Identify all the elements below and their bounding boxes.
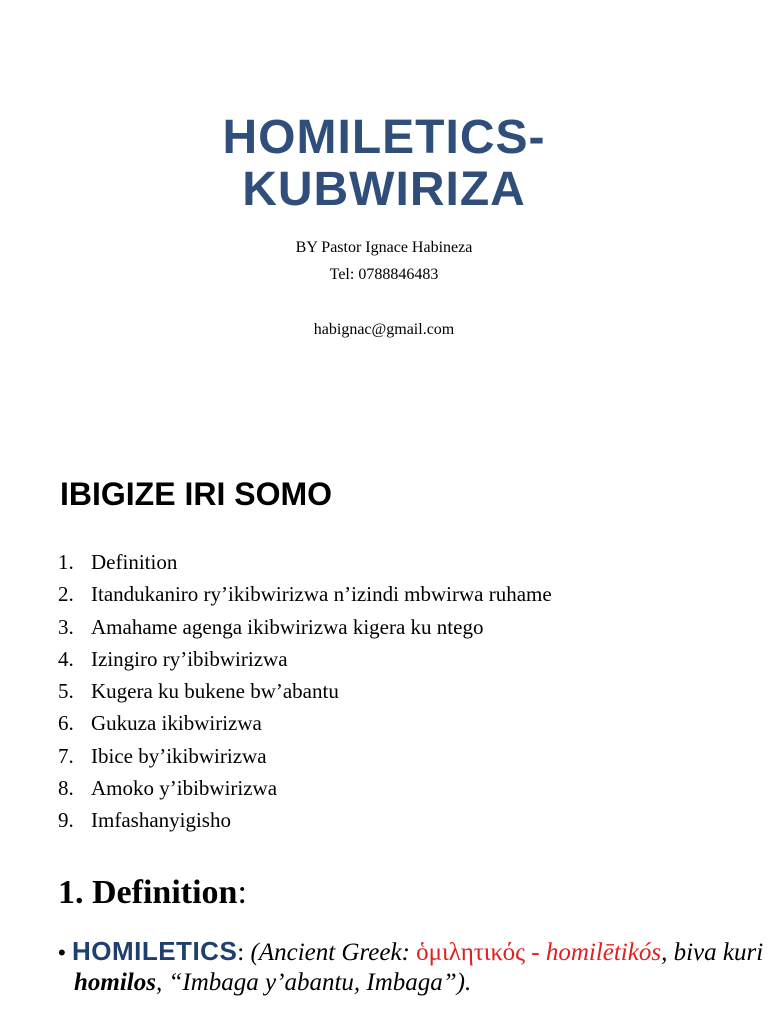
list-item-number: 8. (58, 776, 74, 801)
list-item (58, 804, 552, 836)
term-colon: : (237, 939, 251, 966)
list-item (58, 740, 552, 772)
list-item-number: 1. (58, 550, 74, 574)
author-email: habignac@gmail.com (313, 321, 455, 338)
list-item-number: 6. (58, 711, 74, 736)
author-phone: Tel: 0788846483 (329, 266, 439, 283)
document-title (0, 112, 768, 216)
origin-tail: , “Imbaga y’abantu, Imbaga”). (155, 969, 472, 996)
list-item-text: Amahame agenga ikibwirizwa kigera ku ntego (91, 614, 484, 639)
list-item-number: 2. (58, 582, 74, 607)
list-item-number: 5. (58, 679, 74, 704)
contents-list (58, 546, 552, 837)
origin-middle: , biva kuri (661, 939, 764, 966)
list-item (58, 611, 552, 643)
title-line-1: HOMILETICS- (222, 111, 546, 164)
list-item-number: 9. (58, 808, 74, 833)
definition-term: HOMILETICS (71, 936, 238, 966)
list-item-text: Itandukaniro ry’ikibwirizwa n’izindi mbwirwa ruhame (91, 582, 552, 607)
transliteration: homilētikós (545, 939, 662, 966)
greek-word: ὁμιλητικός - (416, 939, 540, 966)
list-item (58, 675, 552, 707)
definition-heading (58, 874, 247, 912)
author-byline: BY Pastor Ignace Habineza (295, 239, 473, 256)
definition-paragraph (58, 936, 764, 998)
list-item-text: Imfashanyigisho (91, 808, 231, 833)
list-item (58, 772, 552, 804)
list-item (58, 546, 552, 578)
definition-heading-colon: : (237, 874, 247, 911)
bullet-icon: • (58, 940, 66, 965)
contents-heading: IBIGIZE IRI SOMO (60, 476, 333, 512)
origin-prefix: (Ancient Greek: (250, 939, 417, 966)
title-block (0, 112, 768, 343)
list-item-text: Kugera ku bukene bw’abantu (91, 679, 339, 704)
list-item-number: 3. (58, 614, 74, 639)
list-item-text: Ibice by’ikibwirizwa (91, 743, 267, 768)
list-item-text: Gukuza ikibwirizwa (91, 711, 262, 736)
root-word: homilos (74, 969, 156, 996)
list-item-number: 4. (58, 646, 74, 671)
list-item-text: Definition (91, 550, 178, 574)
list-item (58, 578, 552, 610)
list-item-number: 7. (58, 743, 74, 768)
definition-heading-text: 1. Definition (58, 874, 238, 911)
title-line-2: KUBWIRIZA (242, 163, 526, 216)
list-item (58, 707, 552, 739)
list-item (58, 643, 552, 675)
list-item-text: Izingiro ry’ibibwirizwa (91, 646, 288, 671)
list-item-text: Amoko y’ibibwirizwa (91, 776, 278, 801)
